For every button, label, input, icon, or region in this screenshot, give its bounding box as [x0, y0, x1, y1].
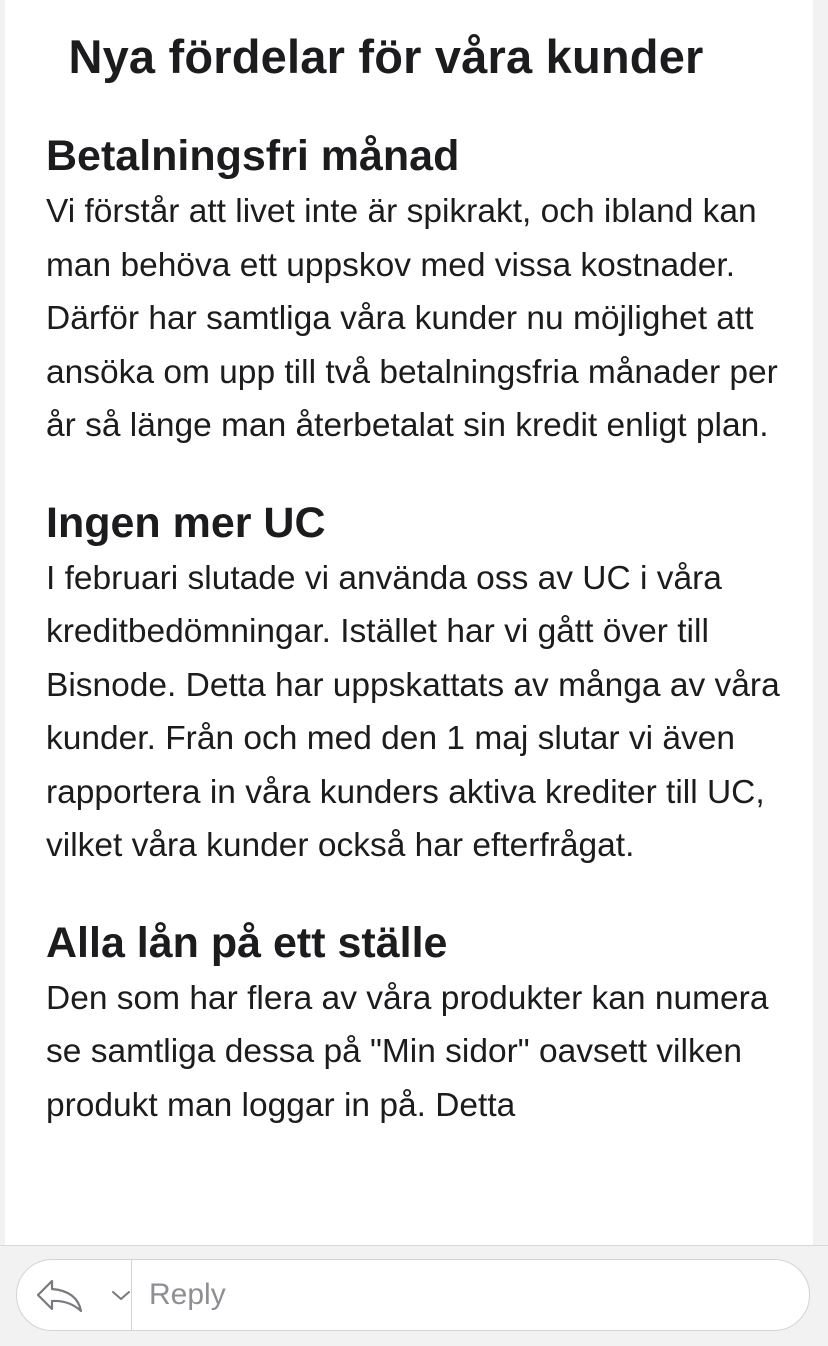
section-body: Vi förstår att livet inte är spikrakt, och ibland kan man behöva ett uppskov med vissa kostnader. Därför har samtliga våra kunder nu möjlighet att ansöka om upp till två betalningsfria månader per år så länge man återbetalat sin kredit enligt plan.: [46, 193, 778, 444]
section-ingen-mer-uc: [46, 494, 786, 873]
section-betalningsfri-manad: [46, 127, 786, 453]
divider: [131, 1260, 132, 1330]
email-title: Nya fördelar för våra kunder: [68, 30, 704, 83]
reply-pill: [16, 1259, 810, 1331]
email-content: [46, 22, 786, 1132]
reply-bar: [0, 1245, 828, 1346]
reply-input[interactable]: [149, 1270, 789, 1320]
chevron-down-icon: [111, 1290, 131, 1302]
section-body: I februari slutade vi använda oss av UC i våra kreditbedömningar. Istället har vi gått över till Bisnode. Detta har uppskattats av många av våra kunder. Från och med den 1 maj slutar vi även rapportera in våra kunders aktiva krediter till UC, vilket våra kunder också har efterfrågat.: [46, 559, 780, 864]
reply-arrow-icon: [35, 1278, 85, 1314]
section-body: Den som har flera av våra produkter kan numera se samtliga dessa på "Min sidor" oavsett vilken produkt man loggar in på. Detta: [46, 979, 769, 1124]
email-body: [5, 0, 813, 1245]
section-heading: Alla lån på ett ställe: [46, 918, 448, 967]
section-heading: Ingen mer UC: [46, 498, 326, 547]
section-alla-lan: [46, 914, 786, 1133]
reply-options-button[interactable]: [17, 1260, 131, 1330]
section-heading: Betalningsfri månad: [46, 132, 460, 180]
